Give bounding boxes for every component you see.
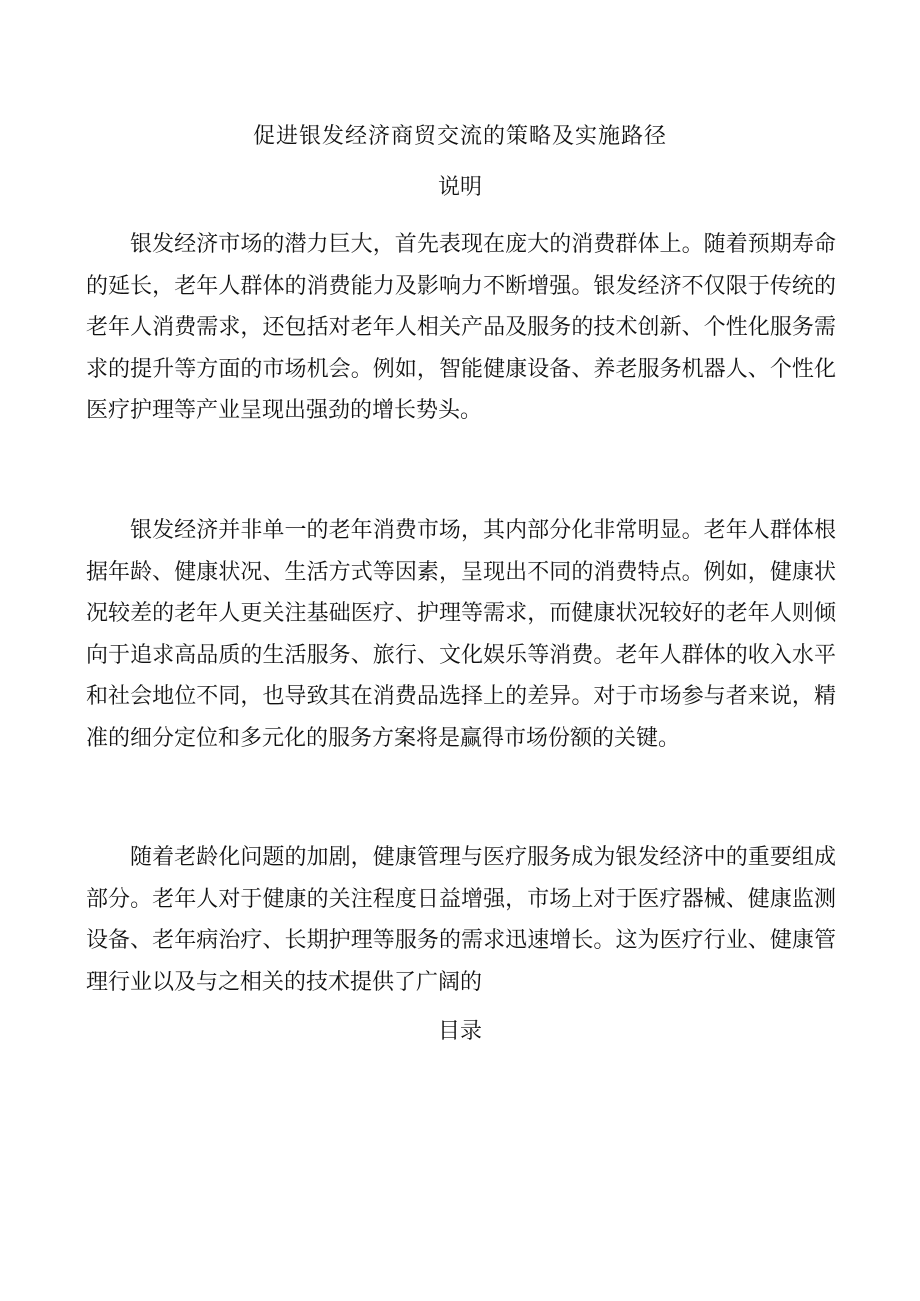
intro-paragraph-2: 银发经济并非单一的老年消费市场，其内部分化非常明显。老年人群体根据年龄、健康状况、生活方式等因素，呈现出不同的消费特点。例如，健康状况较差的老年人更关注基础医疗、护理等需求，而健康状况较好的老年人则倾向于追求高品质的生活服务、旅行、文化娱乐等消费。老年人群体的收入水平和社会地位不同，也导致其在消费品选择上的差异。对于市场参与者来说，精准的细分定位和多元化的服务方案将是赢得市场份额的关键。 (86, 518, 836, 751)
document-title: 促进银发经济商贸交流的策略及实施路径 (252, 124, 667, 149)
intro-paragraph-3: 随着老龄化问题的加剧，健康管理与医疗服务成为银发经济中的重要组成部分。老年人对于健康的关注程度日益增强，市场上对于医疗器械、健康监测设备、老年病治疗、长期护理等服务的需求迅速增长。这为医疗行业、健康管理行业以及与之相关的技术提供了广阔的 (86, 845, 836, 995)
intro-heading: 说明 (437, 175, 482, 200)
toc-heading: 目录 (437, 1019, 482, 1044)
intro-paragraph-1: 银发经济市场的潜力巨大，首先表现在庞大的消费群体上。随着预期寿命的延长，老年人群体的消费能力及影响力不断增强。银发经济不仅限于传统的老年人消费需求，还包括对老年人相关产品及服务的技术创新、个性化服务需求的提升等方面的市场机会。例如，智能健康设备、养老服务机器人、个性化医疗护理等产业呈现出强劲的增长势头。 (86, 232, 836, 423)
